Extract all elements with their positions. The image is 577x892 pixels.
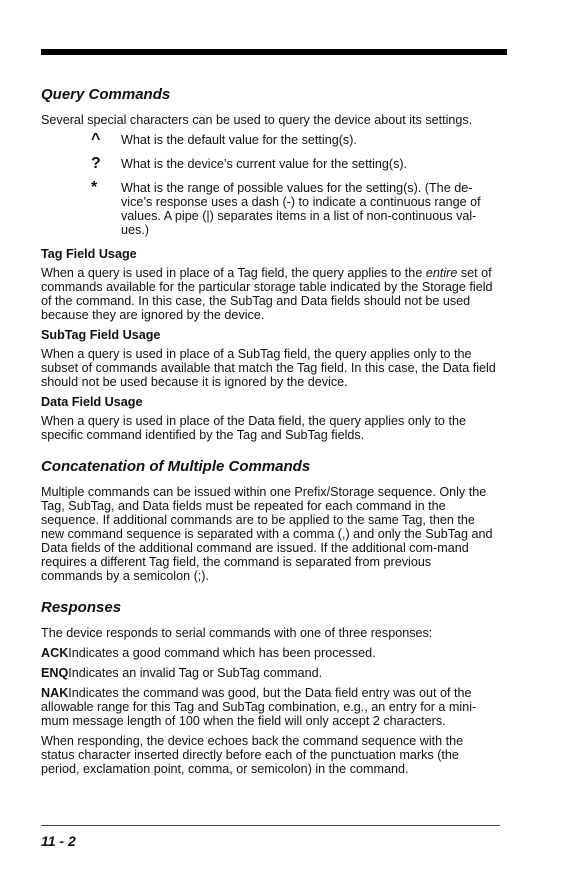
- question-symbol: ?: [91, 155, 101, 172]
- page-number: 11 - 2: [41, 833, 76, 849]
- concatenation-text: Multiple commands can be issued within one Prefix/Storage sequence. Only the Tag, SubTag, and Data fields must be repeated for each command in the sequence. If additional commands are to be applied to the same Tag, then the new command sequence is separated with a comma (,) and only the SubTag and Data fields of the additional command are issued. If the additional com-mand requires a different Tag field, the command is separated from previous commands by a semicolon (;).: [41, 485, 493, 583]
- symbol-row-question: [41, 157, 496, 171]
- caret-symbol: ^: [91, 131, 101, 148]
- query-intro: Several special characters can be used to query the device about its settings.: [41, 113, 473, 127]
- page-content: [41, 86, 496, 782]
- response-ack-code: ACK: [41, 646, 69, 660]
- tag-text-emphasis: entire: [425, 266, 458, 280]
- data-field-usage-heading: Data Field Usage: [41, 395, 143, 409]
- response-ack-text: Indicates a good command which has been processed.: [68, 646, 376, 660]
- tag-text-after: set of commands available for the particular storage table indicated by the Storage field of the command. In this case, the SubTag and Data fields should not be used because they are ignored by the device.: [41, 266, 493, 322]
- concatenation-heading: Concatenation of Multiple Commands: [41, 458, 311, 475]
- subtag-field-usage-heading: SubTag Field Usage: [41, 328, 161, 342]
- response-nak-text: Indicates the command was good, but the Data field entry was out of the allowable range for this Tag and SubTag combination, e.g., an entry for a mini-mum message length of 100 when the field will only accept 2 characters.: [41, 686, 477, 728]
- subtag-field-usage-text: When a query is used in place of a SubTag field, the query applies only to the subset of commands available that match the Tag field. In this case, the Data field should not be used because it is ignored by the device.: [41, 347, 496, 389]
- query-commands-heading: Query Commands: [41, 86, 171, 103]
- responses-heading: Responses: [41, 599, 122, 616]
- response-nak-code: NAK: [41, 686, 69, 700]
- response-enq-code: ENQ: [41, 666, 69, 680]
- tag-field-usage-text: [41, 266, 496, 322]
- responses-intro: The device responds to serial commands with one of three responses:: [41, 626, 433, 640]
- responses-outro: When responding, the device echoes back the command sequence with the status character inserted directly before each of the punctuation marks (the period, exclamation point, comma, or semicolon) in the command.: [41, 734, 464, 776]
- asterisk-symbol: *: [91, 179, 98, 196]
- symbol-row-asterisk: [41, 181, 496, 237]
- asterisk-description: What is the range of possible values for the setting(s). (The de-vice’s response uses a dash (-) to indicate a continuous range of values. A pipe (|) separates items in a list of non-continuous val-ues.): [121, 181, 481, 237]
- response-ack: [41, 646, 496, 660]
- response-enq-text: Indicates an invalid Tag or SubTag command.: [68, 666, 323, 680]
- question-description: What is the device’s current value for the setting(s).: [121, 157, 408, 171]
- tag-field-usage-heading: Tag Field Usage: [41, 247, 137, 261]
- query-symbol-list: [41, 133, 496, 237]
- data-field-usage-text: When a query is used in place of the Data field, the query applies only to the specific command identified by the Tag and SubTag fields.: [41, 414, 466, 442]
- response-enq: [41, 666, 496, 680]
- header-rule: [41, 49, 507, 55]
- response-nak: [41, 686, 496, 728]
- caret-description: What is the default value for the setting(s).: [121, 133, 357, 147]
- footer-rule: [41, 825, 500, 826]
- tag-text-before: When a query is used in place of a Tag field, the query applies to the: [41, 266, 426, 280]
- symbol-row-caret: [41, 133, 496, 147]
